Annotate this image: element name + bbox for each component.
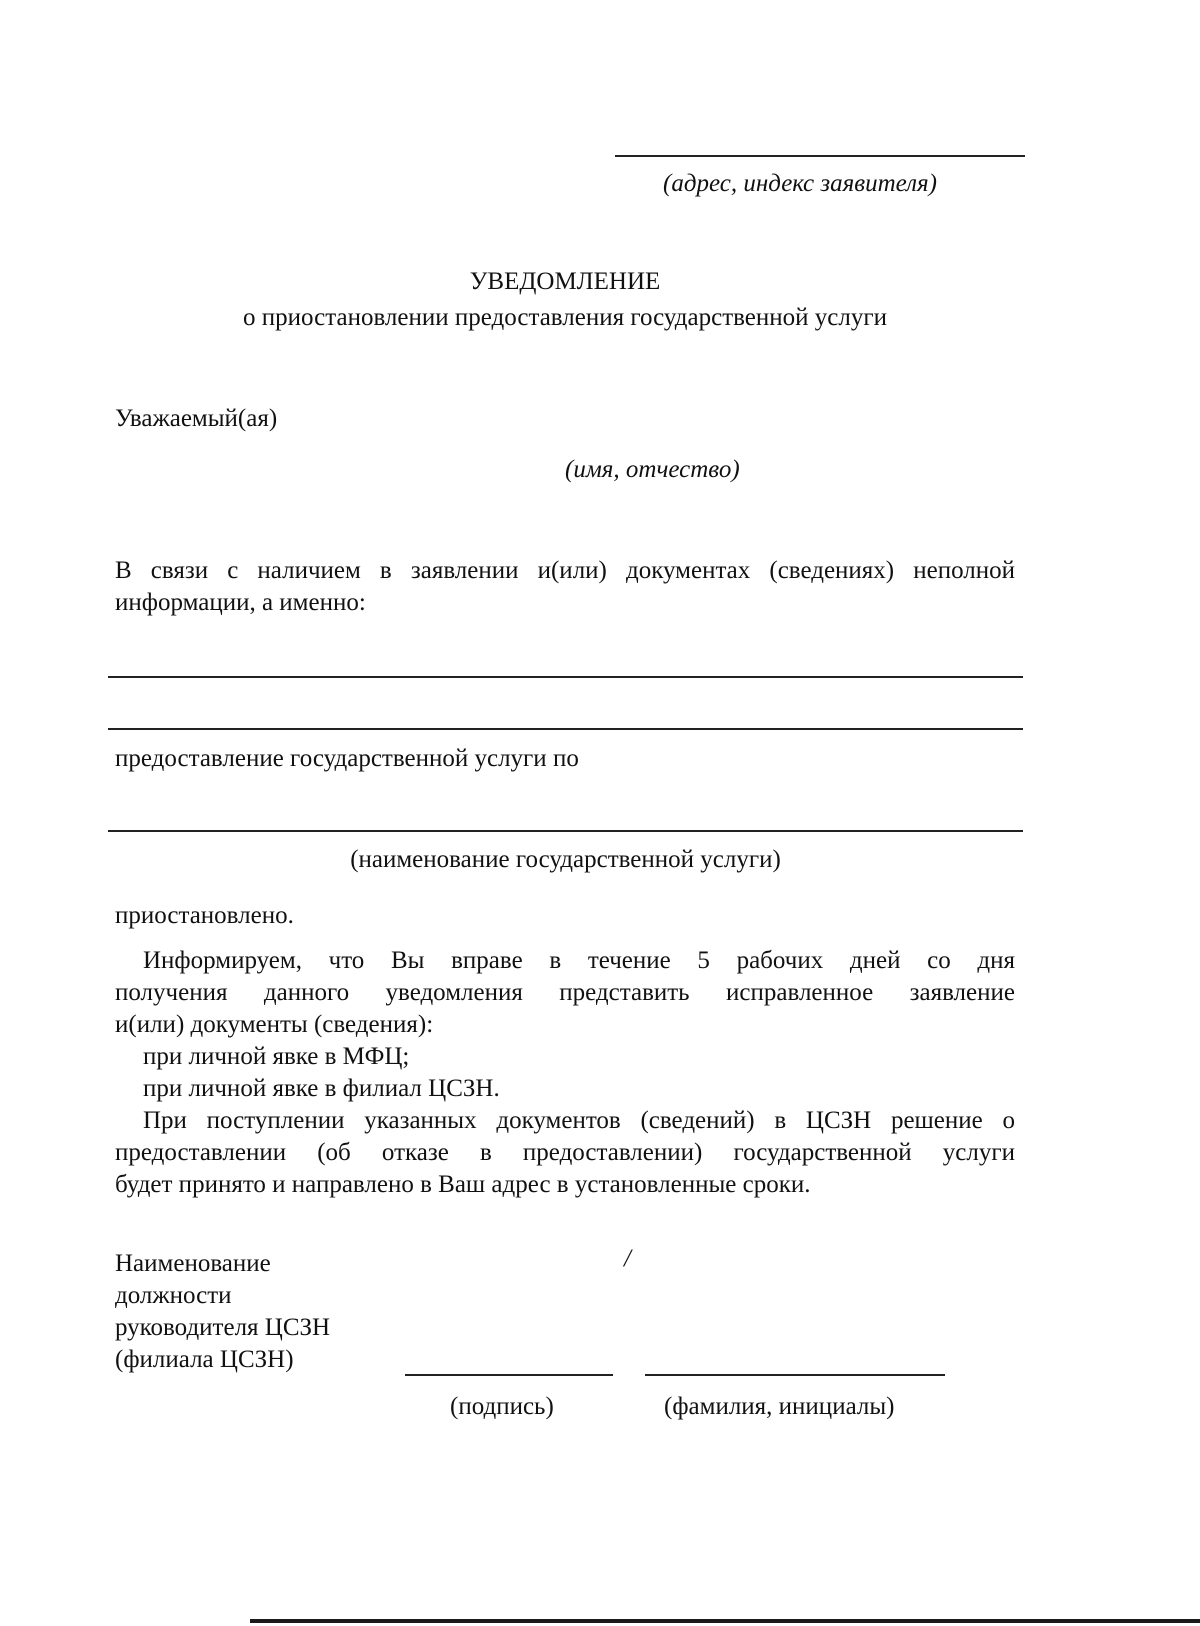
recipient-name-caption: (имя, отчество): [565, 456, 740, 483]
decision-line-2: предоставлении (об отказе в предоставлении) государственной услуги: [115, 1139, 1015, 1166]
decision-line-1: При поступлении указанных документов (сведений) в ЦСЗН решение о: [143, 1107, 1015, 1134]
decision-line-3: будет принято и направлено в Ваш адрес в установленные сроки.: [115, 1171, 811, 1198]
reason-line-2: информации, а именно:: [115, 589, 366, 616]
position-line-2: должности: [115, 1282, 232, 1309]
inform-line-2: получения данного уведомления представить исправленное заявление: [115, 979, 1015, 1006]
salutation: Уважаемый(ая): [115, 405, 278, 432]
signature-slash: /: [624, 1245, 631, 1272]
service-caption: (наименование государственной услуги): [350, 846, 781, 873]
document-title: УВЕДОМЛЕНИЕ: [469, 268, 661, 295]
address-caption: (адрес, индекс заявителя): [663, 170, 937, 197]
service-intro: предоставление государственной услуги по: [115, 745, 579, 772]
service-fill-line: [108, 830, 1023, 832]
position-line-4: (филиала ЦСЗН): [115, 1346, 294, 1373]
scan-edge: [250, 1619, 1200, 1623]
position-line-1: Наименование: [115, 1250, 271, 1277]
position-line-3: руководителя ЦСЗН: [115, 1314, 331, 1341]
signature-caption: (подпись): [450, 1393, 554, 1420]
reason-paragraph: [115, 555, 1015, 619]
reason-line-1: В связи с наличием в заявлении и(или) документах (сведениях) неполной: [115, 557, 1015, 584]
reason-fill-line-1: [108, 676, 1023, 678]
option-mfc: при личной явке в МФЦ;: [143, 1043, 410, 1070]
inform-line-1: Информируем, что Вы вправе в течение 5 рабочих дней со дня: [143, 947, 1015, 974]
inform-paragraph: [115, 945, 1015, 1201]
signer-position: [115, 1248, 435, 1376]
name-caption: (фамилия, инициалы): [664, 1393, 895, 1420]
reason-fill-line-2: [108, 728, 1023, 730]
suspended-text: приостановлено.: [115, 902, 294, 929]
document-subtitle: о приостановлении предоставления государственной услуги: [243, 304, 887, 331]
name-line: [645, 1374, 945, 1376]
inform-line-3: и(или) документы (сведения):: [115, 1011, 434, 1038]
signature-line: [405, 1374, 613, 1376]
address-line: [615, 155, 1025, 157]
option-cszn: при личной явке в филиал ЦСЗН.: [143, 1075, 500, 1102]
